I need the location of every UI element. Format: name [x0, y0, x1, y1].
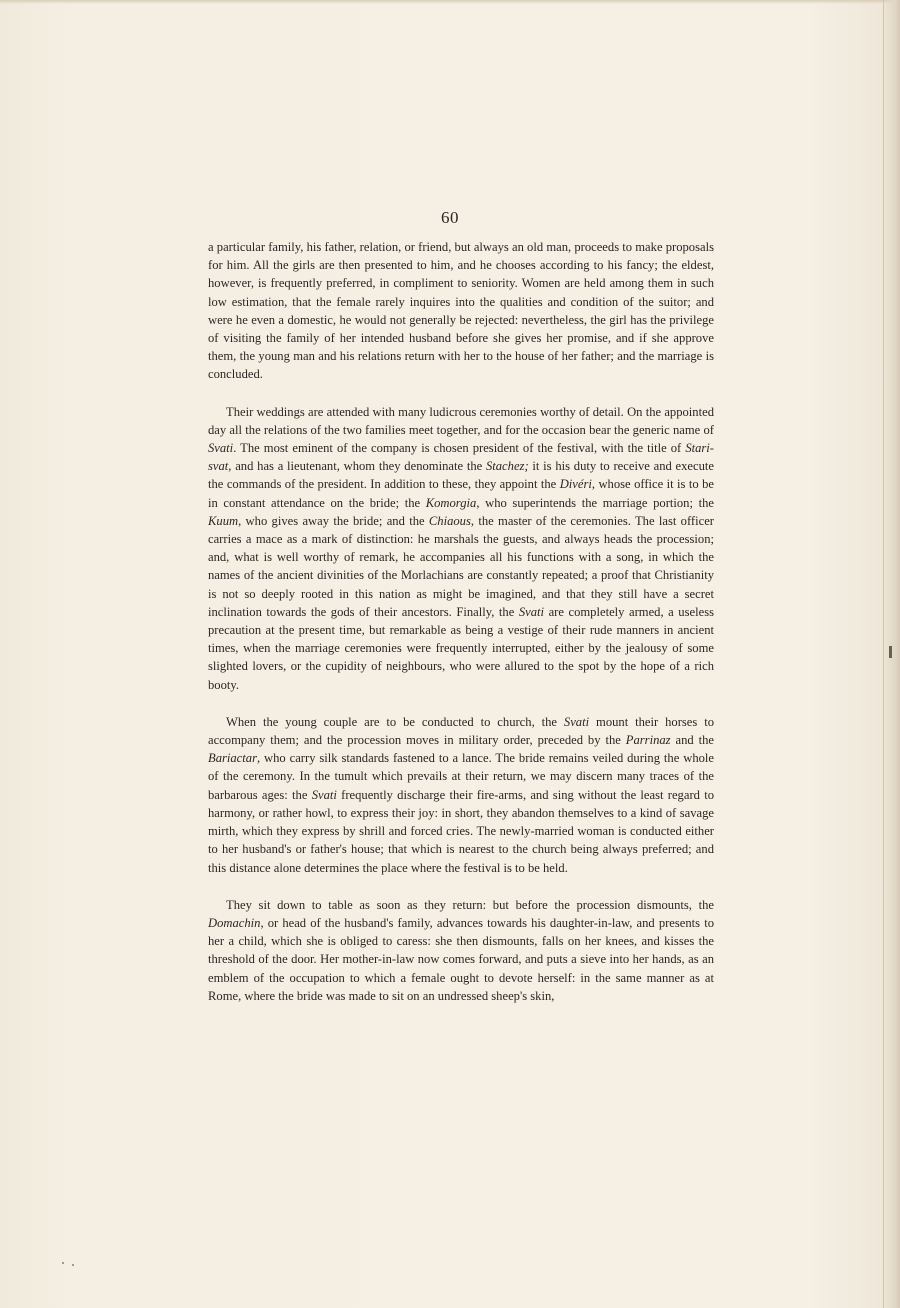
text-run: mount their horses to accompany them; and the procession moves in military order, preceded by the	[208, 714, 714, 748]
paper-speck	[62, 1262, 64, 1264]
italic-term: Stari-svat	[208, 441, 714, 474]
text-run: , and has a lieutenant, whom they denominate the	[228, 459, 486, 474]
italic-term: Domachin	[208, 915, 261, 930]
italic-term: Svati	[208, 441, 234, 456]
italic-term: Bariactar	[208, 751, 257, 766]
paragraph	[208, 713, 714, 877]
page-number: 60	[441, 208, 459, 227]
paper-speck	[72, 1264, 74, 1266]
text-run: When the young couple are to be conducted to church, the	[226, 714, 564, 729]
text-run: it is his duty to receive and execute the commands of the president. In addition to these, they appoint the	[208, 459, 714, 492]
text-run: , whose office it is to be in constant attendance on the bride; the	[208, 477, 714, 510]
italic-term: Kuum	[208, 513, 239, 528]
italic-term: Chiaous	[428, 513, 471, 528]
text-run: , or head of the husband's family, advances towards his daughter-in-law, and presents to her a child, which she is obliged to caress: she then dismounts, falls on her knees, and kisses the threshold of the door. Her mother-in-law now comes forward, and puts a sieve into her hands, as an emblem of the occupation to which a female ought to devote herself: in the same manner as at Rome, where the bride was made to sit on an undressed sheep's skin,	[208, 915, 714, 1003]
text-run: They sit down to table as soon as they return: but before the procession dismounts, the	[226, 897, 714, 912]
margin-mark	[889, 646, 892, 658]
text-run: . The most eminent of the company is chosen president of the festival, with the title of	[233, 441, 686, 456]
body-text	[208, 238, 714, 1024]
italic-term: Stachez;	[485, 459, 529, 474]
text-run: , who superintends the marriage portion; the	[476, 495, 714, 510]
italic-term: Svati	[311, 787, 337, 802]
paragraph	[208, 896, 714, 1005]
italic-term: Divéri	[559, 477, 592, 492]
text-run: frequently discharge their fire-arms, and sing without the least regard to harmony, or rather howl, to express their joy: in short, they abandon themselves to a kind of savage mirth, which they express by shrill and forced cries. The newly-married woman is conducted either to her husband's or father's house; that which is nearest to the church being always preferred; and this distance alone determines the place where the festival is to be held.	[208, 787, 714, 875]
italic-term: Komorgia	[425, 495, 477, 510]
text-run: a particular family, his father, relation, or friend, but always an old man, proceeds to make proposals for him. All the girls are then presented to him, and he chooses according to his fancy; the eldest, however, is frequently preferred, in compliment to seniority. Women are held among them in such low estimation, that the female rarely inquires into the qualities and condition of the suitor; and were he even a domestic, he would not generally be rejected: nevertheless, the girl has the privilege of visiting the family of her intended husband before she gives her promise, and if she approve them, the young man and his relations return with her to the house of her father; and the marriage is concluded.	[208, 240, 714, 382]
text-run: , who carry silk standards fastened to a lance. The bride remains veiled during the whole of the ceremony. In the tumult which prevails at their return, we may discern many traces of the barbarous ages: the	[208, 751, 714, 802]
paragraph	[208, 403, 714, 694]
text-run: Their weddings are attended with many ludicrous ceremonies worthy of detail. On the appointed day all the relations of the two families meet together, and for the occasion bear the generic name of	[208, 404, 714, 437]
text-run: , who gives away the bride; and the	[238, 513, 429, 528]
text-run: and the	[670, 733, 715, 748]
text-run: are completely armed, a useless precaution at the present time, but remarkable as being a vestige of their rude manners in ancient times, when the marriage ceremonies were frequently interrupted, either by the jealousy of some slighted lovers, or the cupidity of neighbours, who were allured to the spot by the hope of a rich booty.	[208, 604, 714, 692]
text-run: , the master of the ceremonies. The last officer carries a mace as a mark of distinction: he marshals the guests, and always heads the procession; and, what is well worthy of remark, he accompanies all his functions with a song, in which the names of the ancient divinities of the Morlachians are constantly repeated; a proof that Christianity is not so deeply rooted in this nation as might be imagined, and that they still have a secret inclination towards the gods of their ancestors. Finally, the	[208, 513, 714, 619]
page-top-edge	[0, 0, 900, 4]
binding-rule	[883, 0, 884, 1308]
paragraph	[208, 238, 714, 384]
italic-term: Parrinaz	[625, 733, 671, 748]
italic-term: Svati	[563, 714, 590, 729]
italic-term: Svati	[518, 604, 545, 619]
